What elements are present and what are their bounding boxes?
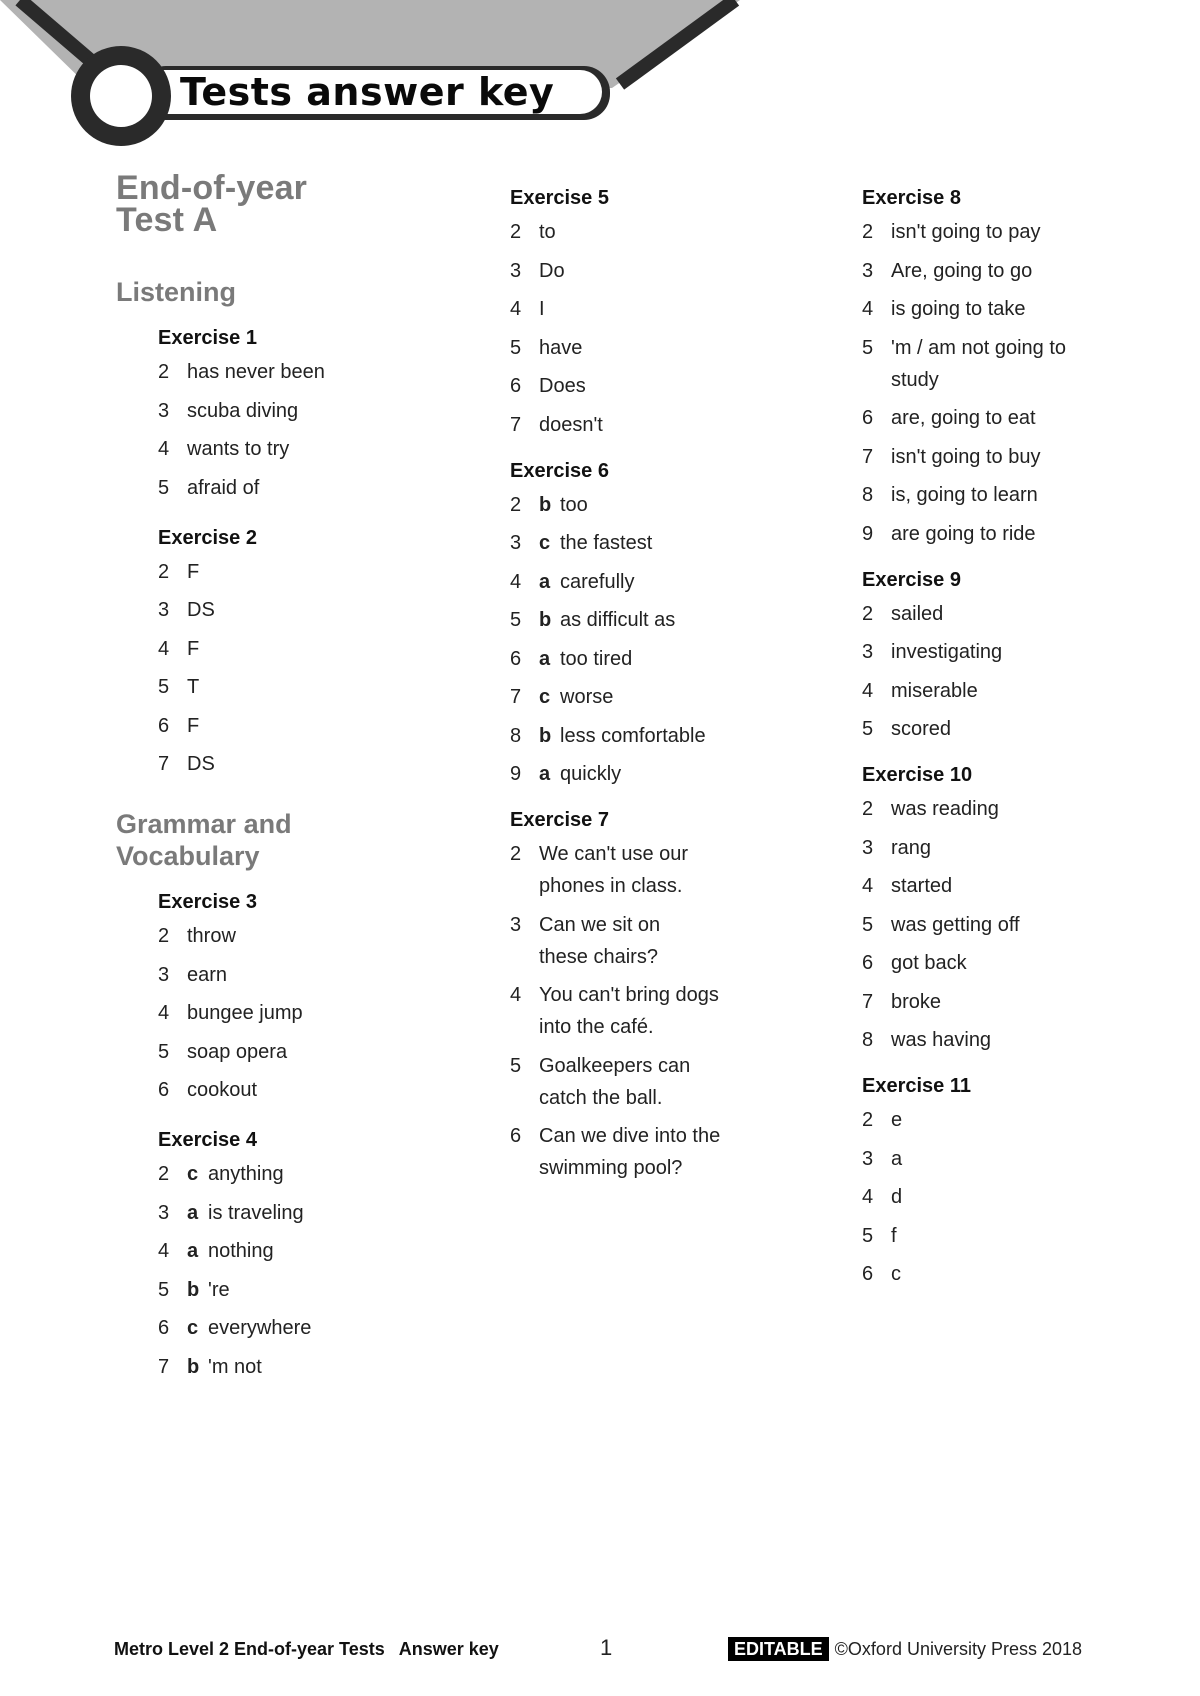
answer-item: 3 investigating: [862, 641, 1003, 663]
answer-item: 6 are, going to eat: [862, 407, 1036, 429]
footer-copyright: [728, 1637, 1082, 1661]
exercise-10: [862, 763, 1182, 1056]
answer-item: 5 T: [158, 676, 200, 698]
exercise-7: [510, 808, 830, 1184]
answer-item: 3 Are, going to go: [862, 259, 1033, 282]
exercise-title: Exercise 11: [862, 1075, 971, 1097]
answer-item: 6 c: [862, 1263, 901, 1285]
answer-item: 4 started: [862, 875, 953, 897]
column-2: [510, 186, 830, 1198]
answer-item: 3 a is traveling: [158, 1201, 304, 1224]
section-listening: [116, 276, 446, 780]
answer-item: 9 a quickly: [510, 763, 622, 785]
answer-item: 5 'm / am not going to study: [862, 336, 1067, 391]
answer-item: 6 Does: [510, 375, 586, 397]
answer-item: 4 wants to try: [158, 438, 290, 460]
answer-item: 3 DS: [158, 599, 215, 621]
exercise-title: Exercise 7: [510, 809, 609, 831]
answer-item: 7 isn't going to buy: [862, 445, 1041, 468]
answer-item: 8 b less comfortable: [510, 724, 706, 747]
exercise-title: Exercise 5: [510, 187, 609, 209]
answer-item: 2 was reading: [862, 798, 999, 820]
answer-item: 5 was getting off: [862, 913, 1020, 936]
exercise-2: [158, 526, 446, 781]
section-grammar-vocabulary: [116, 808, 446, 1383]
answer-item: 4 F: [158, 637, 200, 660]
exercise-5: [510, 186, 830, 441]
answer-item: 3 c the fastest: [510, 532, 653, 554]
answer-item: 2 b too: [510, 493, 588, 516]
answer-item: 3 scuba diving: [158, 399, 299, 422]
exercise-title: Exercise 3: [158, 891, 257, 913]
answer-item: 9 are going to ride: [862, 522, 1036, 545]
answer-item: 7 c worse: [510, 686, 614, 708]
answer-item: 5 soap opera: [158, 1040, 288, 1063]
answer-item: 5 f: [862, 1224, 897, 1247]
answer-item: 3 Do: [510, 259, 565, 282]
page-number: 1: [600, 1635, 613, 1660]
answer-item: 2 We can't use our phones in class.: [510, 843, 689, 897]
column-1: [116, 169, 446, 1397]
answer-item: 7 DS: [158, 753, 215, 775]
footer-key-label: Answer key: [398, 1639, 499, 1659]
answer-item: 4 You can't bring dogs into the café.: [510, 984, 719, 1038]
answer-item: 5 b 're: [158, 1278, 230, 1301]
exercise-title: Exercise 6: [510, 459, 609, 482]
exercise-11: [862, 1074, 1182, 1290]
answer-item: 2 throw: [158, 925, 236, 947]
column-3: [862, 186, 1182, 1304]
answer-item: 4 miserable: [862, 679, 978, 702]
answer-item: 5 b as difficult as: [510, 609, 676, 631]
answer-item: 7 b 'm not: [158, 1355, 262, 1378]
section-title: Listening: [116, 277, 236, 307]
answer-item: 4 d: [862, 1186, 903, 1208]
answer-item: 4 bungee jump: [158, 1002, 303, 1024]
answer-item: 2 F: [158, 560, 200, 583]
exercise-title: Exercise 4: [158, 1129, 257, 1151]
exercise-title: Exercise 1: [158, 327, 257, 349]
exercise-1: [158, 326, 446, 504]
exercise-title: Exercise 9: [862, 568, 961, 591]
page-header-title: Tests answer key: [180, 70, 555, 114]
exercise-title: Exercise 10: [862, 764, 973, 786]
editable-badge: EDITABLE: [728, 1637, 829, 1661]
answer-item: 6 c everywhere: [158, 1317, 312, 1339]
answer-item: 5 have: [510, 336, 583, 359]
answer-item: 6 got back: [862, 952, 967, 974]
answer-item: 4 I: [510, 298, 545, 320]
answer-item: 2 e: [862, 1109, 903, 1131]
answer-item: 2 sailed: [862, 602, 944, 625]
answer-item: 6 Can we dive into the swimming pool?: [510, 1125, 721, 1179]
page-footer: [114, 1635, 1104, 1665]
answer-item: 6 cookout: [158, 1079, 258, 1101]
exercise-title: Exercise 8: [862, 187, 961, 209]
answer-item: 6 F: [158, 714, 200, 737]
answer-item: 4 a carefully: [510, 570, 635, 593]
footer-title: Metro Level 2 End-of-year Tests Answer key: [114, 1639, 499, 1659]
answer-item: 4 a nothing: [158, 1240, 274, 1262]
answer-item: 2 isn't going to pay: [862, 221, 1041, 243]
answer-item: 3 rang: [862, 836, 932, 859]
exercise-8: [862, 186, 1182, 550]
answer-item: 3 a: [862, 1147, 903, 1170]
exercise-9: [862, 568, 1182, 746]
answer-item: 7 broke: [862, 990, 942, 1013]
answer-item: 6 a too tired: [510, 647, 633, 670]
answer-item: 3 Can we sit on these chairs?: [510, 913, 661, 968]
section-title: Grammar and Vocabulary: [116, 809, 292, 871]
exercise-title: Exercise 2: [158, 526, 257, 549]
answer-item: 7 doesn't: [510, 413, 603, 436]
answer-item: 5 scored: [862, 718, 952, 740]
answer-item: 5 afraid of: [158, 476, 260, 499]
answer-item: 4 is going to take: [862, 298, 1026, 320]
answer-item: 8 was having: [862, 1029, 992, 1051]
answer-item: 2 to: [510, 221, 556, 243]
exercise-6: [510, 459, 830, 791]
copyright-text: ©Oxford University Press 2018: [834, 1638, 1083, 1659]
test-title: End-of-year Test A: [116, 169, 308, 239]
answer-item: 2 c anything: [158, 1163, 284, 1185]
answer-item: 3 earn: [158, 963, 228, 986]
exercise-4: [158, 1128, 446, 1383]
answer-item: 5 Goalkeepers can catch the ball.: [510, 1054, 691, 1109]
answer-item: 8 is, going to learn: [862, 484, 1038, 506]
answer-item: 2 has never been: [158, 361, 325, 383]
exercise-3: [158, 890, 446, 1106]
